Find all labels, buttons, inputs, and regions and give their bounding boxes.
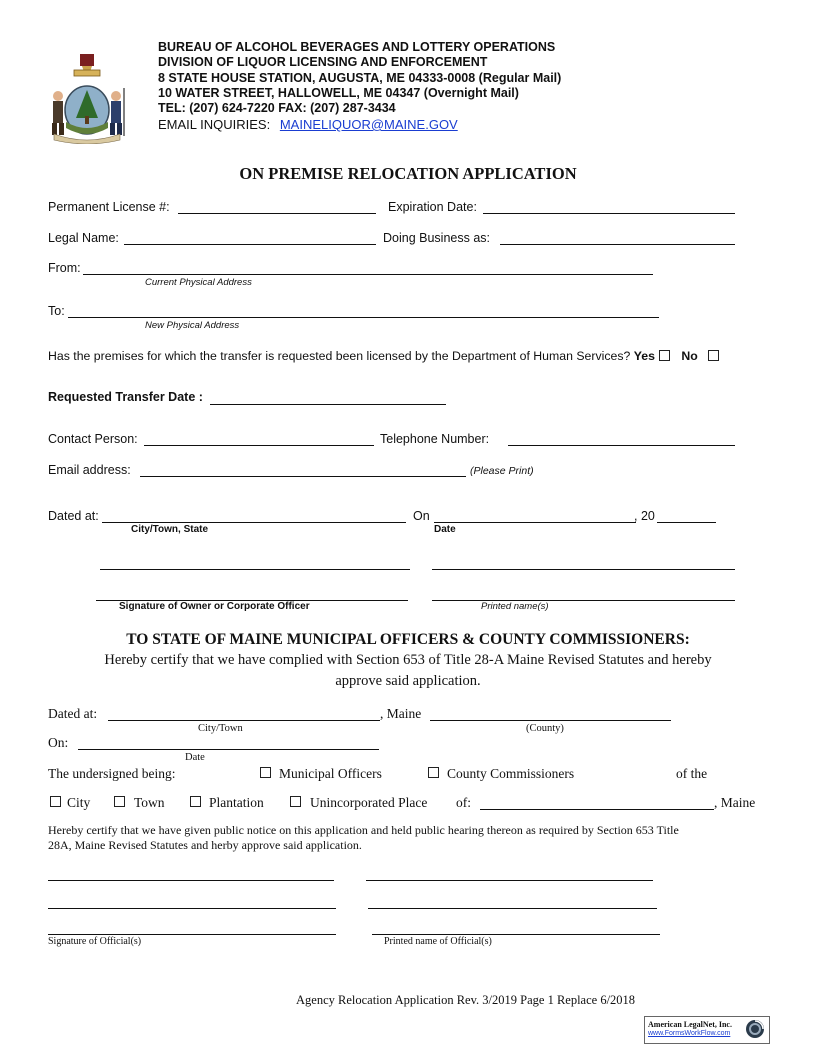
license-label: Permanent License #: (48, 200, 170, 214)
no-checkbox[interactable] (708, 350, 719, 361)
owner-signature-caption: Signature of Owner or Corporate Officer (119, 601, 310, 612)
printed-name-line-1[interactable] (432, 569, 735, 570)
dated-at-label: Dated at: (48, 509, 99, 523)
printed-name-line-2[interactable] (432, 600, 735, 601)
municipal-heading: TO STATE OF MAINE MUNICIPAL OFFICERS & COUNTY COMMISSIONERS: (126, 631, 690, 648)
contact-label: Contact Person: (48, 432, 138, 446)
official-signature-line-1[interactable] (48, 880, 334, 881)
email-address-label: Email address: (48, 463, 131, 477)
municipal-date-field[interactable] (78, 749, 379, 750)
of-the-label: of the (676, 766, 708, 781)
year-label: , 20 (634, 509, 655, 523)
official-signature-line-2[interactable] (48, 908, 336, 909)
official-printed-caption: Printed name of Official(s) (384, 936, 492, 947)
municipal-dated-at-label: Dated at: (48, 706, 98, 721)
undersigned-label: The undersigned being: (48, 766, 176, 781)
on-label: On (413, 509, 430, 523)
header-division: DIVISION OF LIQUOR LICENSING AND ENFORCEMENT (158, 55, 488, 69)
dated-at-field[interactable] (102, 522, 406, 523)
municipal-certify-line-1: Hereby certify that we have complied with Section 653 of Title 28-A Maine Revised Statutes and hereby (104, 652, 712, 668)
to-label: To: (48, 304, 65, 318)
place-name-field[interactable] (480, 809, 714, 810)
city-town-caption: City/Town (198, 723, 243, 734)
city-label: City (67, 795, 91, 810)
county-commissioners-label: County Commissioners (447, 766, 575, 781)
from-label: From: (48, 261, 81, 275)
dba-label: Doing Business as: (383, 231, 491, 245)
unincorporated-place-checkbox[interactable] (290, 796, 301, 807)
city-checkbox[interactable] (50, 796, 61, 807)
badge-url: www.FormsWorkFlow.com (648, 1030, 731, 1037)
plantation-checkbox[interactable] (190, 796, 201, 807)
municipal-city-field[interactable] (108, 720, 380, 721)
contact-field[interactable] (144, 445, 374, 446)
plantation-label: Plantation (209, 795, 264, 810)
on-date-field[interactable] (434, 522, 636, 523)
email-address-field[interactable] (140, 476, 466, 477)
footer-revision: Agency Relocation Application Rev. 3/2019 Page 1 Replace 6/2018 (296, 993, 636, 1007)
official-printed-line-1[interactable] (366, 880, 653, 881)
telephone-field[interactable] (508, 445, 735, 446)
date-caption: Date (434, 524, 456, 535)
owner-signature-line-1[interactable] (100, 569, 410, 570)
town-checkbox[interactable] (114, 796, 125, 807)
please-print-note: (Please Print) (470, 465, 534, 477)
legal-name-label: Legal Name: (48, 231, 119, 245)
municipal-officers-checkbox[interactable] (260, 767, 271, 778)
formsworkflow-logo-icon (745, 1019, 765, 1039)
place-maine-label: , Maine (714, 795, 756, 810)
no-label: No (681, 349, 698, 363)
telephone-label: Telephone Number: (380, 432, 490, 446)
county-caption: (County) (526, 723, 564, 734)
yes-checkbox[interactable] (659, 350, 670, 361)
transfer-date-field[interactable] (210, 404, 446, 405)
current-address-caption: Current Physical Address (145, 277, 252, 288)
unincorporated-place-label: Unincorporated Place (310, 795, 428, 810)
official-printed-line-3[interactable] (372, 934, 660, 935)
municipal-maine-label: , Maine (380, 706, 422, 721)
city-state-caption: City/Town, State (131, 524, 209, 535)
municipal-on-label: On: (48, 735, 69, 750)
official-printed-line-2[interactable] (368, 908, 657, 909)
official-signature-line-3[interactable] (48, 934, 336, 935)
legalnet-badge[interactable] (644, 1016, 770, 1044)
page-title: ON PREMISE RELOCATION APPLICATION (239, 164, 577, 183)
public-notice-line-1: Hereby certify that we have given public notice on this application and held public hearing thereon as required by Section 653 Title (48, 823, 679, 837)
dba-field[interactable] (500, 244, 735, 245)
transfer-date-label: Requested Transfer Date : (48, 390, 203, 404)
printed-name-caption: Printed name(s) (481, 601, 549, 612)
badge-company: American LegalNet, Inc. (648, 1020, 732, 1029)
official-signature-caption: Signature of Official(s) (48, 936, 142, 947)
municipal-county-field[interactable] (430, 720, 671, 721)
new-address-caption: New Physical Address (145, 320, 240, 331)
public-notice-line-2: 28A, Maine Revised Statutes and herby approve said application. (48, 838, 362, 852)
municipal-certify-line-2: approve said application. (335, 673, 481, 689)
maine-state-seal-icon (44, 52, 130, 144)
header-bureau: BUREAU OF ALCOHOL BEVERAGES AND LOTTERY OPERATIONS (158, 40, 556, 54)
year-field[interactable] (657, 522, 716, 523)
header-phone-fax: TEL: (207) 624-7220 FAX: (207) 287-3434 (158, 101, 396, 115)
municipal-date-caption: Date (185, 752, 205, 763)
dhs-question (48, 349, 723, 363)
expiration-field[interactable] (483, 213, 735, 214)
of-label: of: (456, 795, 471, 810)
dhs-question-text: Has the premises for which the transfer is requested been licensed by the Department of Human Services? (48, 349, 631, 363)
county-commissioners-checkbox[interactable] (428, 767, 439, 778)
license-field[interactable] (178, 213, 376, 214)
email-label: EMAIL INQUIRIES: (158, 117, 271, 132)
municipal-officers-label: Municipal Officers (279, 766, 382, 781)
expiration-label: Expiration Date: (388, 200, 477, 214)
header-email-row (158, 117, 458, 132)
email-link[interactable]: MAINELIQUOR@MAINE.GOV (279, 117, 458, 132)
legal-name-field[interactable] (124, 244, 376, 245)
town-label: Town (134, 795, 165, 810)
header-regular-mail: 8 STATE HOUSE STATION, AUGUSTA, ME 04333-0008 (Regular Mail) (158, 71, 562, 85)
header-overnight-mail: 10 WATER STREET, HALLOWELL, ME 04347 (Overnight Mail) (158, 86, 519, 100)
from-address-field[interactable] (83, 274, 653, 275)
yes-label: Yes (633, 349, 655, 363)
to-address-field[interactable] (68, 317, 659, 318)
